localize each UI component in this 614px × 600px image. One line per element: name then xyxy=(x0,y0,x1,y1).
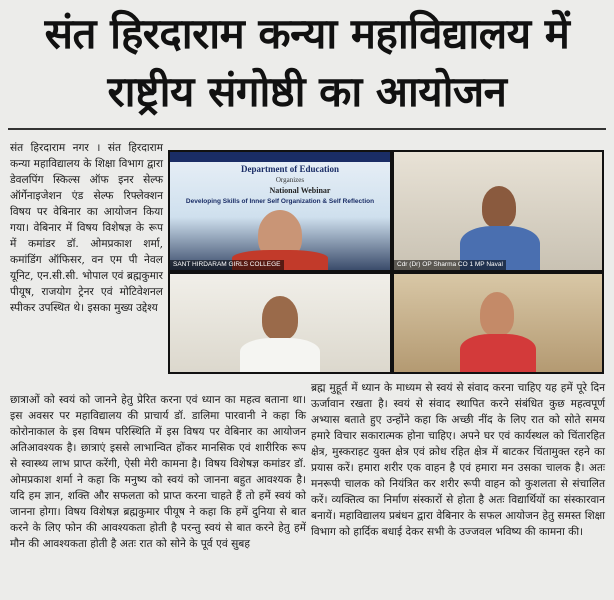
article-column-left: संत हिरदाराम नगर । संत हिरदाराम कन्या महाविद्यालय के शिक्षा विभाग द्वारा डेवलपिंग स्किल्स ऑफ इनर सेल्फ ऑर्गेनाइजेशन एंड सेल्फ रिफ्लेक्शन विषय पर वेबिनार का आयोजन किया गया। वेबिनार में विषय विशेषज्ञ के रूप में कमांडर डॉ. ओमप्रकाश शर्मा, कमांडिंग ऑफिसर, वन एम पी नेवल यूनिट, एन.सी.सी. भोपाल एवं ब्रह्मकुमार पीयूष, राजयोग ट्रेनर एवं मोटिवेशनल स्पीकर उपस्थित थे। इसका मुख्य उद्देश्य xyxy=(10,142,163,314)
webinar-screenshot-photo xyxy=(168,150,604,374)
slide-webinar: National Webinar xyxy=(269,186,331,195)
headline-line-1: संत हिरदाराम कन्या महाविद्यालय में xyxy=(44,9,570,58)
video-tile-speaker-1 xyxy=(394,152,602,270)
article-column-bottom-right: ब्रह्म मुहूर्त में ध्यान के माध्यम से स्वयं से संवाद करना चाहिए यह हमें पूरे दिन ऊर्जावान रखता है। स्वयं से संवाद स्थापित करने संबंधित कुछ महत्वपूर्ण अभ्यास बताते हुए उन्होंने कहा कि अच्छी नींद के लिए रात को सोते समय हमारे विचार सकारात्मक होना चाहिए। अपने घर एवं कार्यस्थल को चिंतारहित क्षेत्र, मुस्कराहट युक्त क्षेत्र एवं क्रोध रहित क्षेत्र में बाटकर चिंतामुक्त रहने का प्रयास करें। हमारा शरीर एक वाहन है एवं हमारा मन उसका चालक है। अतः मनरूपी चालक को नियंत्रित कर शरीर रूपी वाहन को कुशलता से संचालित करें। व्यक्तित्व का निर्माण संस्कारों से होता है अतः विद्यार्थियों का संस्कारवान बनायें। महाविद्यालय प्रबंधन द्वारा वेबिनार के सफल आयोजन हेतु समस्त शिक्षा विभाग को हार्दिक बधाई देकर सभी के उज्जवल भविष्य की कामना की। xyxy=(311,382,605,538)
speaker-3-body xyxy=(460,334,536,372)
divider xyxy=(8,128,606,130)
slide-dept: Department of Education xyxy=(241,164,339,174)
video-tile-speaker-2 xyxy=(170,274,390,372)
video-caption-college: SANT HIRDARAM GIRLS COLLEGE xyxy=(170,260,284,270)
slide-org: Organizes xyxy=(275,176,305,184)
headline-line-2: राष्ट्रीय संगोष्ठी का आयोजन xyxy=(107,67,507,116)
headline xyxy=(0,8,614,120)
video-tile-college xyxy=(170,152,390,270)
article-column-bottom-left: छात्राओं को स्वयं को जानने हेतु प्रेरित करना एवं ध्यान का महत्व बताना था। इस अवसर पर महाविद्यालय की प्राचार्य डॉ. डालिमा पारवानी ने कहा कि कोरोनाकाल के इस विषम परिस्थिति में इस विषय पर वेबिनार का आयोजन अतिआवश्यक है। छात्राएं इससे लाभान्वित होंकर मानसिक एवं शारीरिक रूप से स्वास्थ्य लाभ प्राप्त करेंगी, ऐसी मेरी कामना है। विषय विशेषज्ञ कमांडर डॉ. ओमप्रकाश शर्मा ने कहा कि मनुष्य को स्वयं को जानना बहुत आवश्यक है। यदि हम ज्ञान, शक्ति और सफलता को प्राप्त करना चाहते हैं तो हमें स्वयं को जानना होगा। विषय विशेषज्ञ ब्रह्मकुमार पीयूष ने कहा कि हमें दुनिया से बात करने के लिए फोन की आवश्यकता होती है परन्तु स्वयं से बात करने हेतु हमें मौन की आवश्यकता होती है अतः रात को सोने के पूर्व एवं सुबह xyxy=(10,394,306,550)
speaker-head xyxy=(482,186,516,228)
slide-banner xyxy=(170,152,390,162)
slide-topic: Developing Skills of Inner Self Organization & Self Reflection xyxy=(185,198,375,205)
speaker-3-head xyxy=(480,292,514,336)
video-caption-speaker: Cdr (Dr) OP Sharma CO 1 MP Naval xyxy=(394,260,506,270)
speaker-2-body xyxy=(240,338,320,372)
speaker-2-head xyxy=(262,296,298,340)
video-tile-speaker-3 xyxy=(394,274,602,372)
